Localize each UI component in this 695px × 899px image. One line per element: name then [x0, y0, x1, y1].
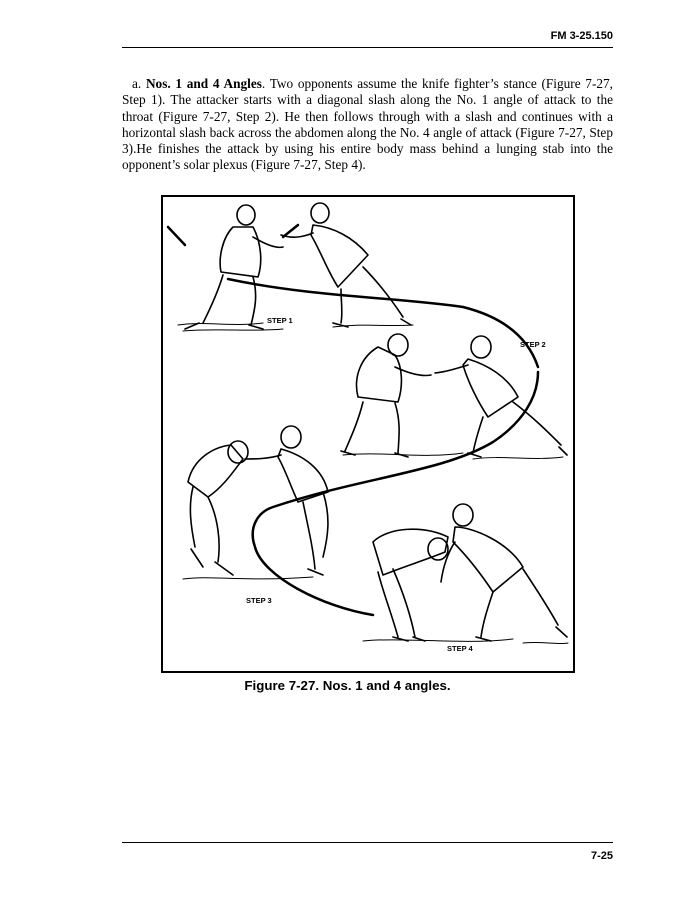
figure-caption: Figure 7-27. Nos. 1 and 4 angles.	[244, 678, 451, 693]
step-4-label: STEP 4	[447, 644, 473, 653]
para-label: a.	[132, 76, 142, 91]
guide-path-2	[253, 372, 538, 615]
ground-step3	[183, 577, 313, 579]
ground-step4	[363, 639, 568, 644]
figure-illustration	[161, 195, 575, 673]
step-2-label: STEP 2	[520, 340, 546, 349]
page-number: 7-25	[590, 850, 613, 862]
step-3-label: STEP 3	[246, 596, 272, 605]
footer-rule	[122, 842, 613, 843]
ground-step2	[343, 453, 563, 459]
header-rule	[122, 47, 613, 48]
step-1-label: STEP 1	[267, 316, 293, 325]
step1-figures	[185, 203, 411, 329]
para-heading: Nos. 1 and 4 Angles	[145, 76, 262, 91]
step4-figures	[373, 504, 567, 641]
guide-path-start	[168, 227, 185, 245]
running-header: FM 3-25.150	[550, 30, 613, 42]
body-paragraph	[122, 76, 613, 174]
figure-drawing	[163, 197, 573, 671]
para-text: . Two opponents assume the knife fighter’s stance (Figure 7-27, Step 1). The attacker starts with a diagonal slash along the No. 1 angle of attack to the throat (Figure 7-27, Step 2). He then follows through with a slash and continues with a horizontal slash back across the abdomen along the No. 4 angle of attack (Figure 7-27, Step 3).He finishes the attack by using his entire body mass behind a lunging stab into the opponent’s solar plexus (Figure 7-27, Step 4).	[122, 76, 614, 173]
